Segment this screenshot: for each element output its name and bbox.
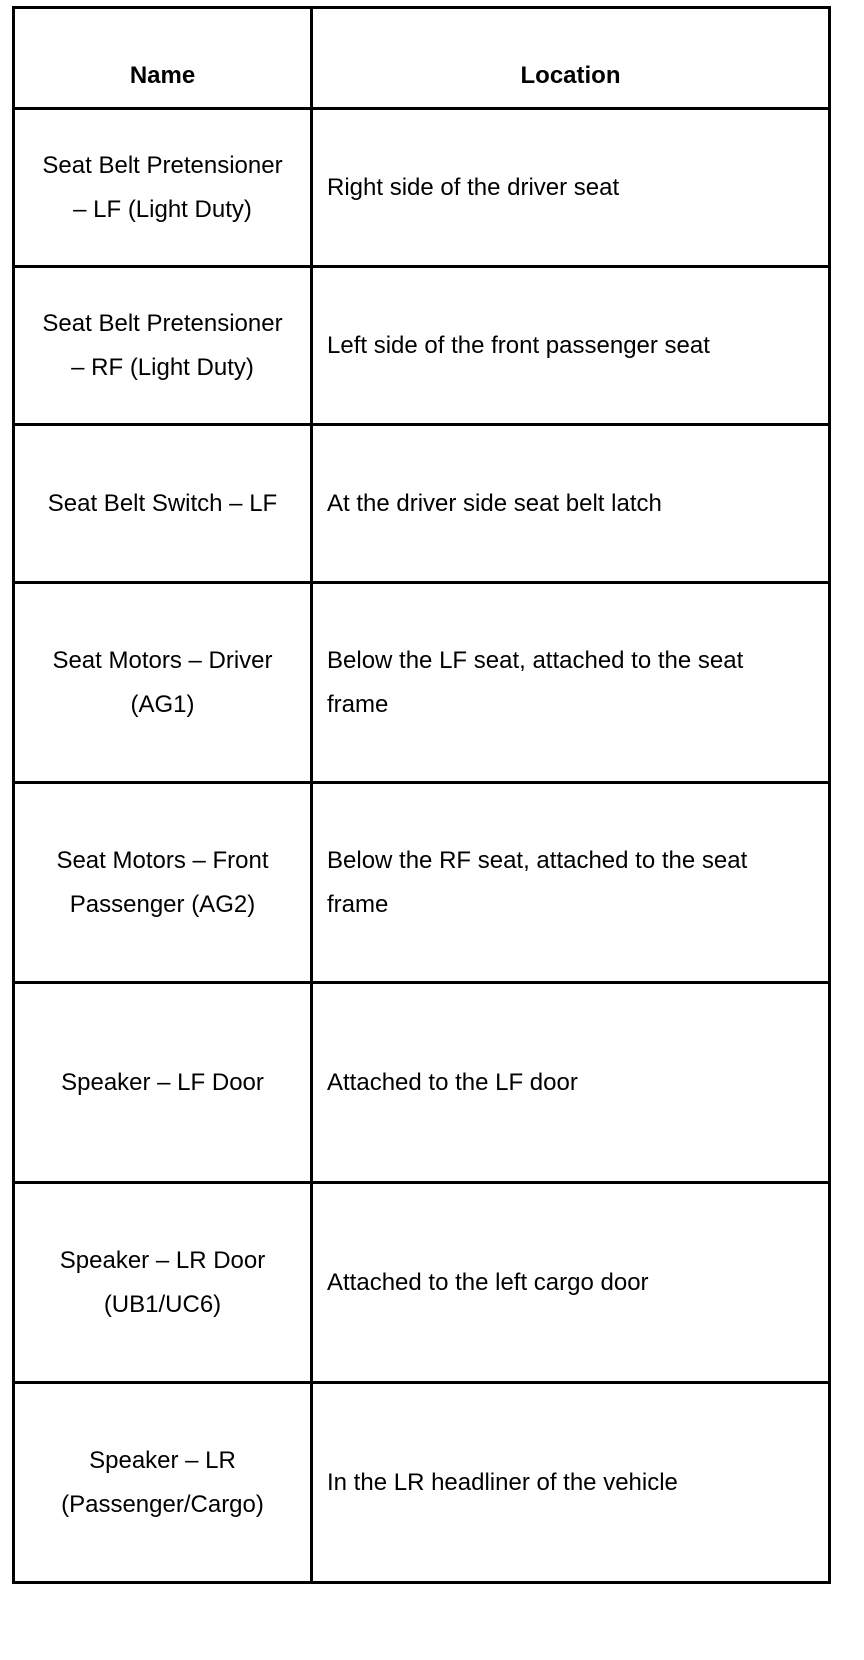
location-cell: Below the RF seat, attached to the seat frame — [312, 783, 830, 983]
table-row — [14, 1183, 830, 1383]
name-cell: Speaker – LF Door — [14, 983, 312, 1183]
name-cell: Seat Belt Pretensioner – RF (Light Duty) — [14, 267, 312, 425]
table-row — [14, 1383, 830, 1583]
table-row — [14, 583, 830, 783]
component-location-table-container — [12, 6, 831, 1584]
column-header-location: Location — [312, 8, 830, 109]
name-cell: Seat Belt Pretensioner – LF (Light Duty) — [14, 109, 312, 267]
location-cell: Left side of the front passenger seat — [312, 267, 830, 425]
table-header-row — [14, 8, 830, 109]
table-row — [14, 267, 830, 425]
table-row — [14, 425, 830, 583]
location-cell: In the LR headliner of the vehicle — [312, 1383, 830, 1583]
location-cell: Below the LF seat, attached to the seat frame — [312, 583, 830, 783]
location-cell: Right side of the driver seat — [312, 109, 830, 267]
column-header-name: Name — [14, 8, 312, 109]
location-cell: Attached to the left cargo door — [312, 1183, 830, 1383]
name-cell: Speaker – LR (Passenger/Cargo) — [14, 1383, 312, 1583]
location-cell: At the driver side seat belt latch — [312, 425, 830, 583]
name-cell: Seat Motors – Front Passenger (AG2) — [14, 783, 312, 983]
table-row — [14, 783, 830, 983]
name-cell: Seat Belt Switch – LF — [14, 425, 312, 583]
name-cell: Seat Motors – Driver (AG1) — [14, 583, 312, 783]
table-row — [14, 983, 830, 1183]
name-cell: Speaker – LR Door (UB1/UC6) — [14, 1183, 312, 1383]
component-location-table — [12, 6, 831, 1584]
table-row — [14, 109, 830, 267]
location-cell: Attached to the LF door — [312, 983, 830, 1183]
